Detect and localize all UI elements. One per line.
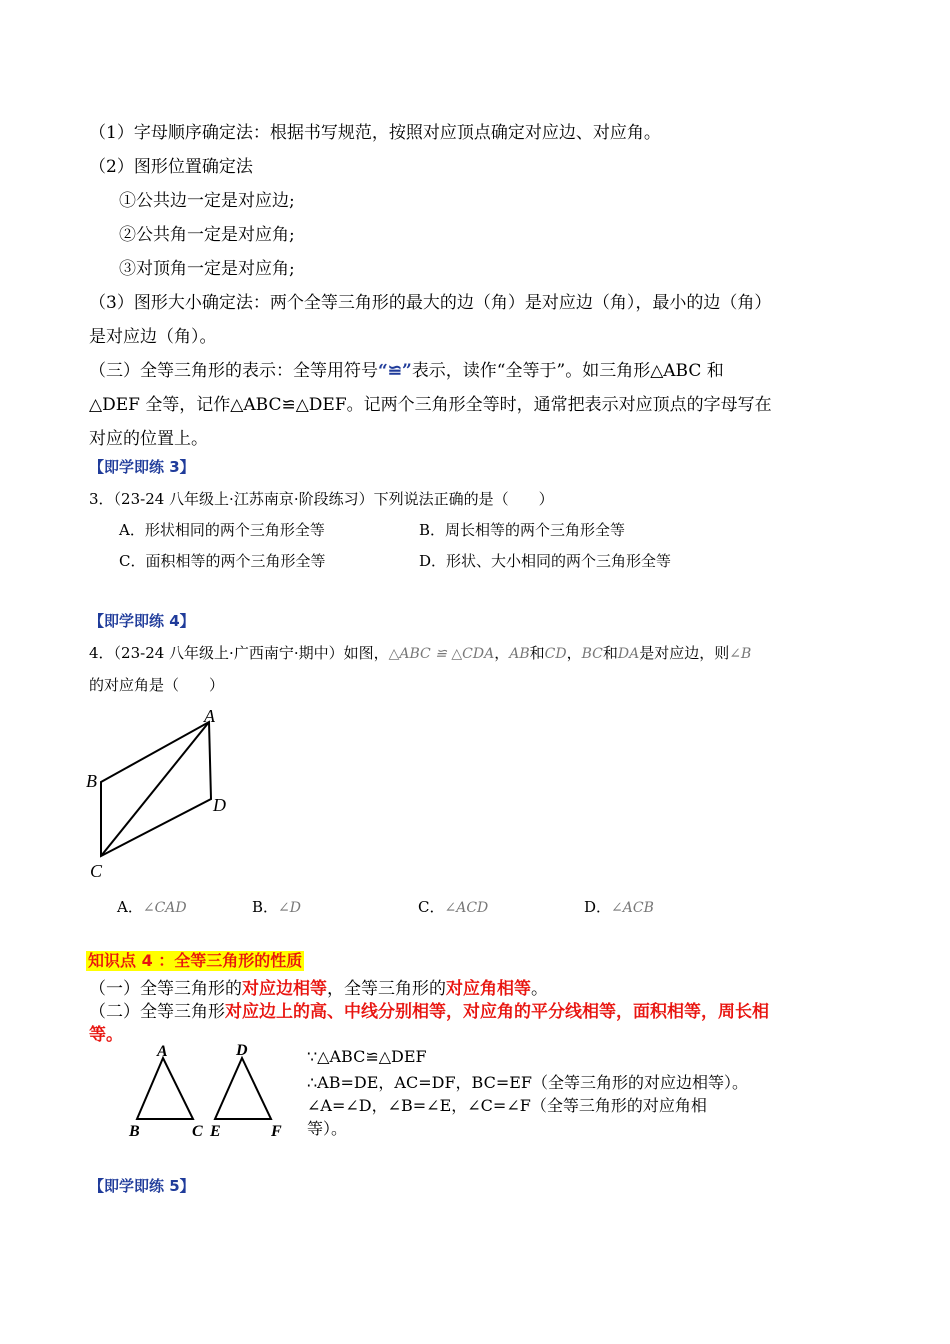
representation-line3: 对应的位置上。: [89, 429, 208, 449]
kp4-red-sides: 对应边相等: [242, 979, 327, 999]
congruent-triangles-figure: [125, 1038, 295, 1138]
method-2b: ②公共角一定是对应角;: [119, 225, 295, 245]
exercise-3-option-b: B．周长相等的两个三角形全等: [419, 521, 626, 539]
kp4-line1: [89, 974, 548, 999]
method-3-line1: （3）图形大小确定法：两个全等三角形的最大的边（角）是对应边（角），最小的边（角）: [89, 293, 772, 313]
parallelogram-figure: [80, 700, 250, 885]
exercise-4-question-pre: 4．（23-24 八年级上·广西南宁·期中）如图，: [89, 644, 389, 662]
exercise-4-question-line2: 的对应角是（ ）: [89, 676, 225, 694]
proof-line4: 等）。: [307, 1119, 348, 1138]
exercise-4-question-post: 是对应边，则: [639, 644, 730, 662]
representation-post: 表示，读作“全等于”。如三角形△ABC 和: [411, 361, 724, 381]
exercise-4-option-c: [418, 896, 488, 917]
comma-2: ，: [566, 644, 582, 662]
kp4-line2-pre: （二）全等三角形: [89, 1002, 225, 1022]
exercise-3-option-d: D．形状、大小相同的两个三角形全等: [419, 552, 672, 570]
method-2a: ①公共边一定是对应边;: [119, 191, 295, 211]
math-congruence: △ABC ≌ △CDA: [388, 646, 495, 662]
math-da: DA: [617, 646, 640, 662]
exercise-3-question: 3．（23-24 八年级上·江苏南京·阶段练习）下列说法正确的是（ ）: [89, 490, 554, 508]
math-bc: BC: [581, 646, 603, 662]
vertex-label-d: D: [213, 795, 226, 815]
option-d-label: D．: [584, 898, 612, 916]
tri-label-f: F: [271, 1123, 282, 1138]
proof-line3: ∠A=∠D，∠B=∠E，∠C=∠F（全等三角形的对应角相: [307, 1096, 707, 1115]
exercise-4-option-d: [584, 896, 654, 917]
proof-line2: ∴AB=DE，AC=DF，BC=EF（全等三角形的对应边相等）。: [307, 1073, 749, 1092]
diagonal-ac: [101, 722, 209, 856]
comma: ，: [494, 644, 510, 662]
method-1: （1）字母顺序确定法：根据书写规范，按照对应顶点确定对应边、对应角。: [89, 123, 661, 143]
tri-label-e: E: [210, 1123, 221, 1138]
and-2: 和: [602, 644, 618, 662]
vertex-label-b: B: [86, 771, 97, 791]
representation-line1: [89, 356, 724, 381]
tri-label-a: A: [157, 1043, 168, 1060]
kp4-red-angles: 对应角相等: [446, 979, 531, 999]
exercise-4-option-b: [252, 896, 301, 917]
representation-pre: （三）全等三角形的表示：全等用符号: [89, 361, 378, 381]
exercise-3-option-c: C．面积相等的两个三角形全等: [119, 552, 326, 570]
tri-label-b: B: [129, 1123, 140, 1138]
method-2: （2）图形位置确定法: [89, 157, 253, 177]
math-angle-b: ∠B: [729, 646, 752, 662]
math-cd: CD: [544, 646, 567, 662]
math-ab: AB: [509, 646, 530, 662]
exercise-4-option-a: [117, 896, 187, 917]
knowledge-point-4-title: 知识点 4 ：全等三角形的性质: [88, 951, 303, 970]
kp4-line2-red: 对应边上的高、中线分别相等，对应角的平分线相等，面积相等，周长相: [225, 1002, 769, 1022]
proof-line1: ∵△ABC≌△DEF: [307, 1047, 427, 1066]
vertex-label-a: A: [204, 706, 215, 726]
triangle-def: [215, 1058, 271, 1119]
vertex-label-c: C: [90, 861, 103, 881]
exercise-5-header: 【即学即练 5】: [89, 1177, 195, 1195]
option-d-math: ∠ACB: [611, 900, 654, 916]
kp4-line1-end: 。: [531, 979, 548, 999]
option-b-math: ∠D: [278, 900, 301, 916]
kp4-line1-pre: （一）全等三角形的: [89, 979, 242, 999]
kp4-line3: 等。: [89, 1025, 123, 1045]
kp4-line1-mid: ，全等三角形的: [327, 979, 446, 999]
tri-label-c: C: [192, 1123, 203, 1138]
exercise-3-option-a: A．形状相同的两个三角形全等: [119, 521, 325, 539]
exercise-3-header: 【即学即练 3】: [89, 458, 195, 476]
congruent-symbol: “≌”: [378, 361, 412, 381]
option-c-math: ∠ACD: [444, 900, 489, 916]
option-b-label: B．: [252, 898, 279, 916]
representation-line2: △DEF 全等，记作△ABC≌△DEF。记两个三角形全等时，通常把表示对应顶点的字母写在: [89, 395, 772, 415]
kp4-line2: [89, 997, 769, 1022]
triangle-abc: [137, 1058, 193, 1119]
tri-label-d: D: [236, 1042, 248, 1059]
exercise-4-question-line1: [89, 642, 751, 663]
option-a-label: A．: [117, 898, 143, 916]
exercise-4-header: 【即学即练 4】: [89, 612, 195, 630]
method-2c: ③对顶角一定是对应角;: [119, 259, 295, 279]
option-c-label: C．: [418, 898, 445, 916]
option-a-math: ∠CAD: [142, 900, 187, 916]
and-1: 和: [529, 644, 545, 662]
method-3-line2: 是对应边（角）。: [89, 327, 217, 347]
